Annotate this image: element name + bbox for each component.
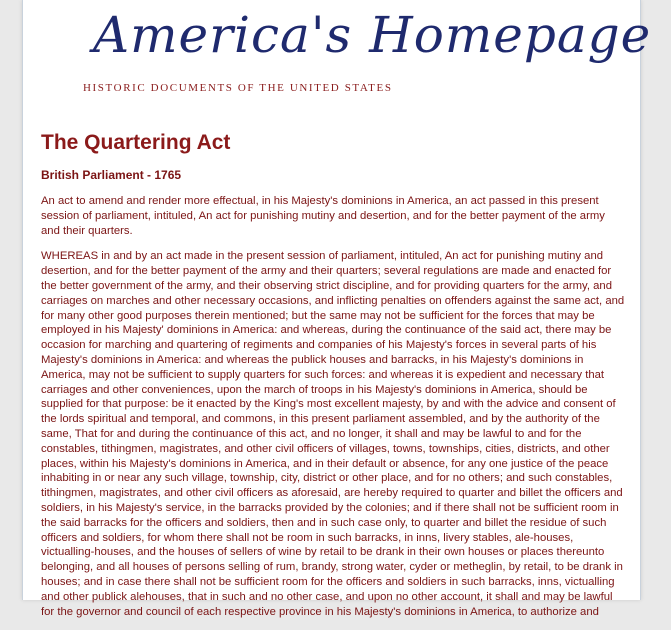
paragraph-preamble: An act to amend and render more effectual, in his Majesty's dominions in America, an act passed in this present session of parliament, intituled, An act for punishing mutiny and desertion, and for the better payment of the army and their quarters.: [41, 195, 605, 237]
site-subtitle: HISTORIC DOCUMENTS OF THE UNITED STATES: [83, 82, 393, 94]
document-title: The Quartering Act: [41, 131, 231, 154]
document-byline: British Parliament - 1765: [41, 168, 182, 182]
site-logo[interactable]: America's Homepage: [93, 6, 652, 64]
paragraph-whereas: WHEREAS in and by an act made in the present session of parliament, intituled, An act for punishing mutiny and desertion, and for the better payment of the army and their quarters; several regulations are made and enacted for the better government of the army, and their observing strict discipline, and for providing quarters for the army, and carriages on marches and other necessary occasions, and inflicting penalties on offenders against the same act, and for many other good purposes therein mentioned; but the same may not be sufficient for the forces that may be employed in his Majesty' dominions in America: and whereas, during the continuance of the said act, there may be occasion for marching and quartering of regiments and companies of his Majesty's forces in several parts of his Majesty's dominions in America: and whereas the publick houses and barracks, in his Majesty's dominions in America, may not be sufficient to supply quarters for such forces: and whereas it is expedient and necessary that carriages and other conveniences, upon the march of troops in his Majesty's dominions in America, should be supplied for that purpose: be it enacted by the King's most excellent majesty, by and with the advice and consent of the lords spiritual and temporal, and commons, in this present parliament assembled, and by the authority of the same, That for and during the continuance of this act, and no longer, it shall and may be lawful to and for the constables, tithingmen, magistrates, and other civil officers of villages, towns, townships, cities, districts, and other places, within his Majesty's dominions in America, and in their default or absence, for any one justice of the peace inhabiting in or near any such village, township, city, district or other place, and for no others; and such constables, tithingmen, magistrates, and other civil officers as aforesaid, are hereby required to quarter and billet the officers and soldiers, in his Majesty's service, in the barracks provided by the colonies; and if there shall not be sufficient room in the said barracks for the officers and soldiers, then and in such case only, to quarter and billet the residue of such officers and soldiers, for whom there shall not be room in such barracks, in inns, livery stables, ale-houses, victualling-houses, and the houses of sellers of wine by retail to be drank in their own houses or places thereunto belonging, and all houses of persons selling of rum, brandy, strong water, cyder or metheglin, by retail, to be drank in houses; and in case there shall not be sufficient room for the officers and soldiers in such barracks, inns, victualling and other publick alehouses, that in such and no other case, and upon no other account, it shall and may be lawful for the governor and council of each respective province in his Majesty's dominions in America, to authorize and: [41, 250, 625, 618]
page: [22, 0, 652, 618]
masthead: [23, 0, 652, 110]
document-body: [41, 128, 625, 630]
